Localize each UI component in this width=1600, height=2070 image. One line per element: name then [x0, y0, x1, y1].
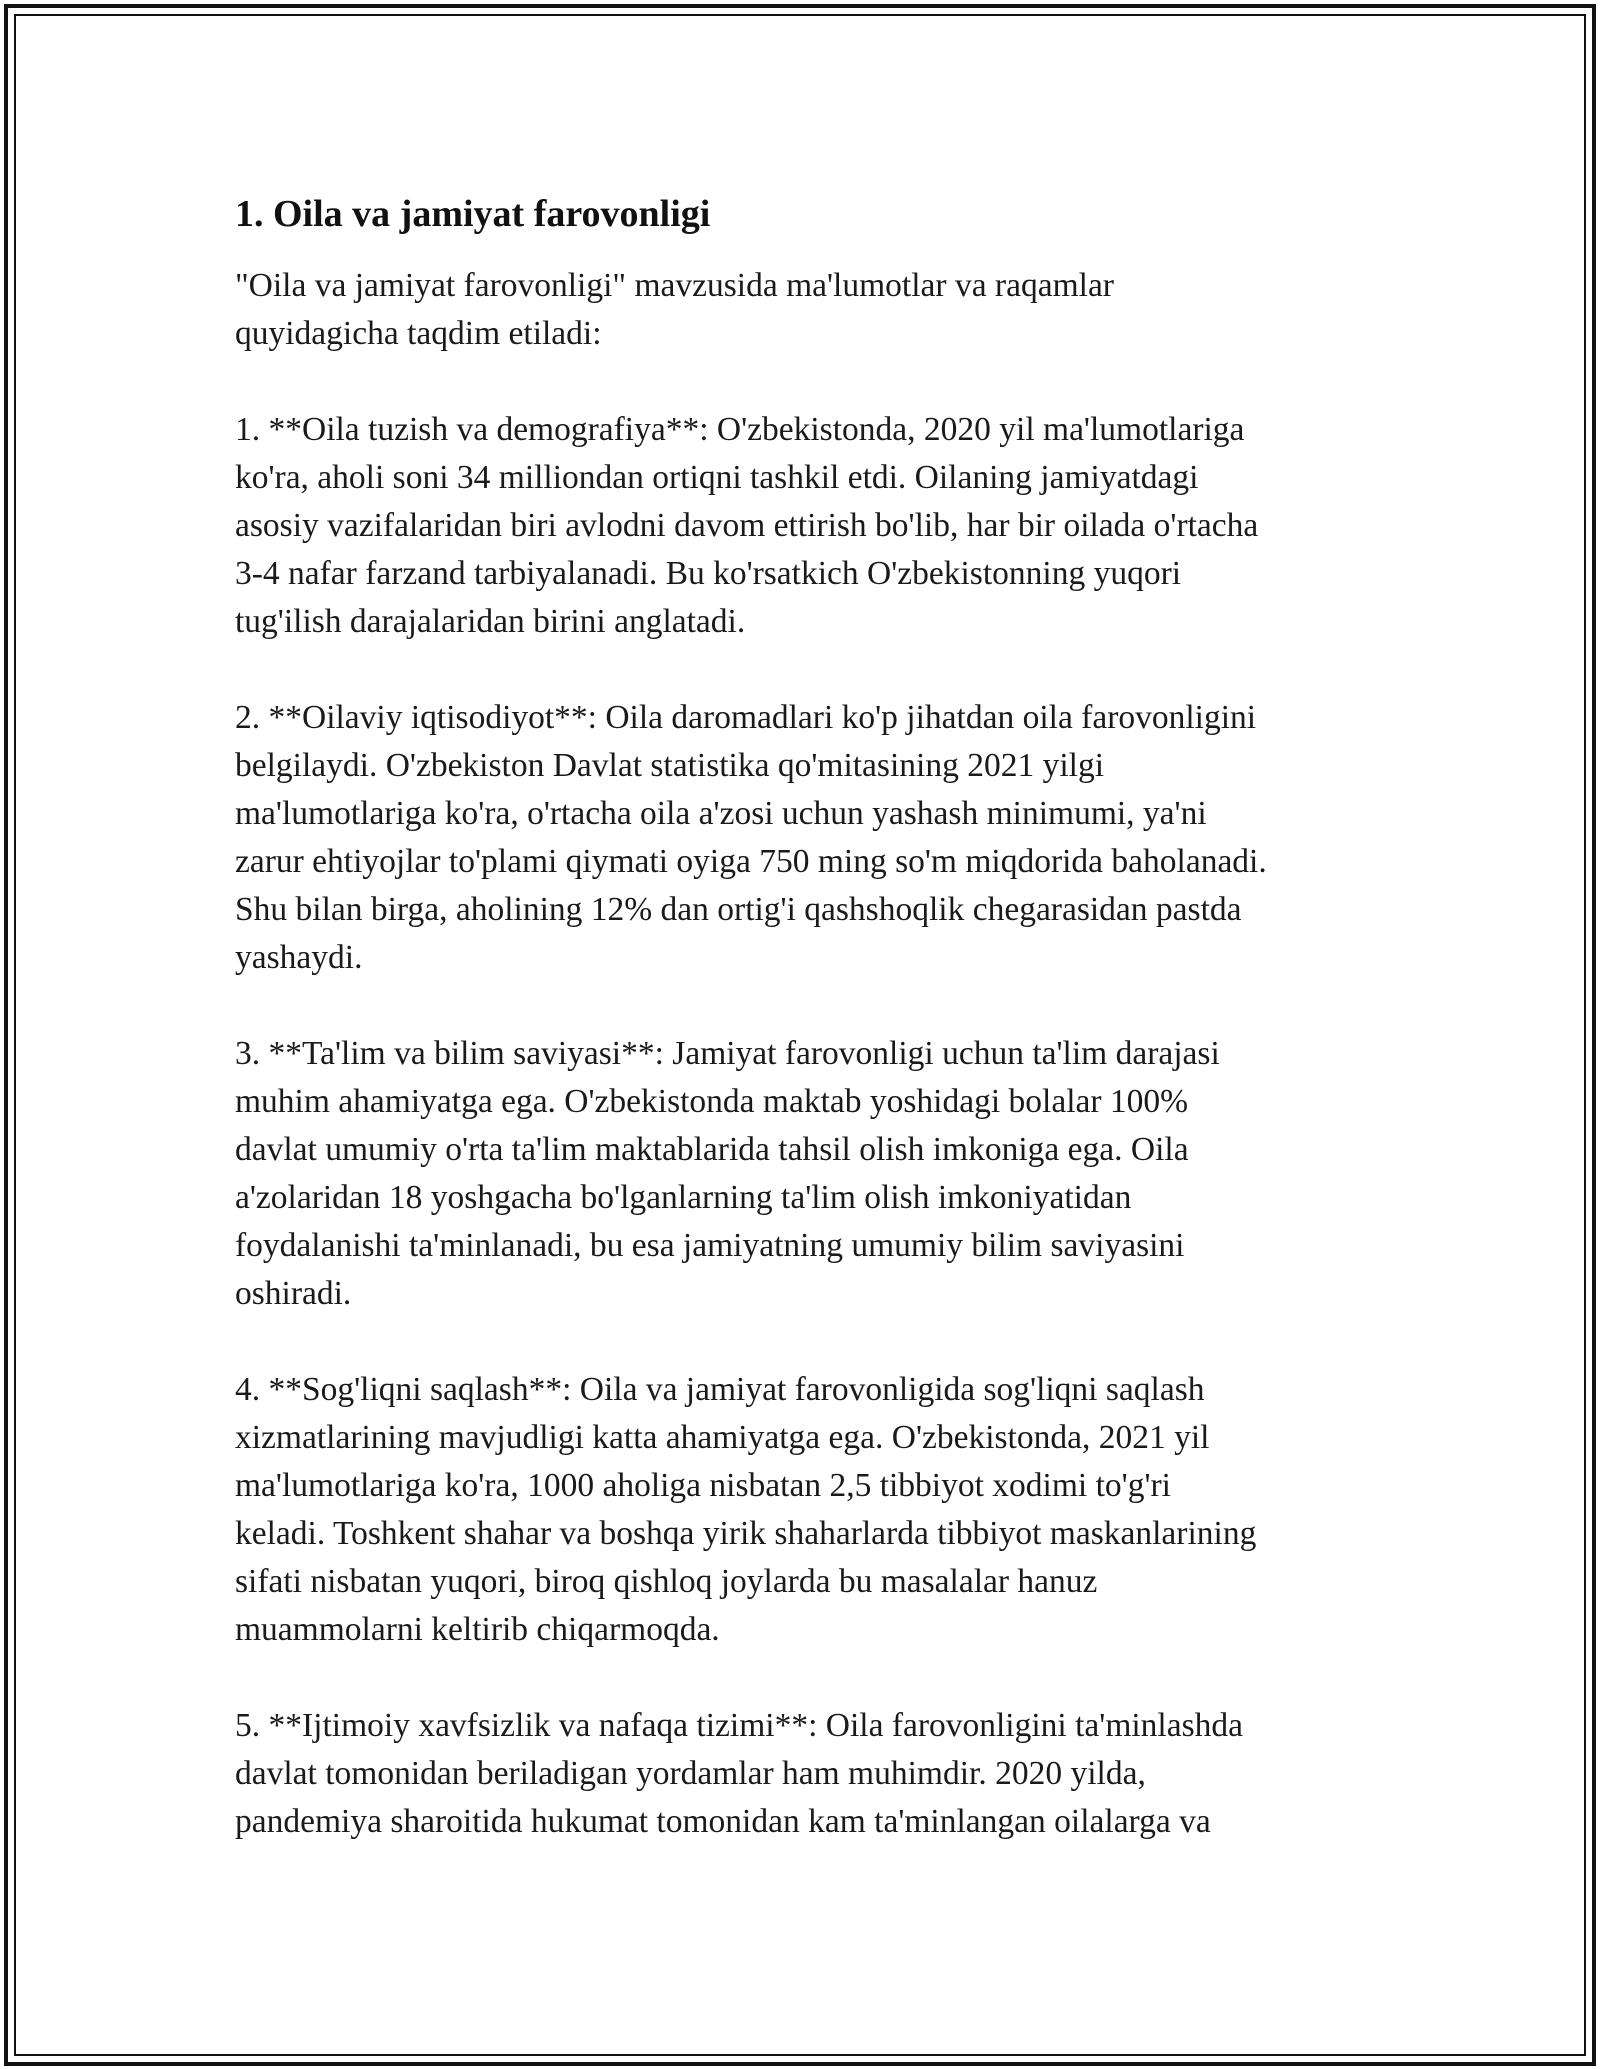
text-line: 3-4 nafar farzand tarbiyalanadi. Bu ko'rsatkich O'zbekistonning yuqori — [235, 555, 1182, 592]
text-line: 4. **Sog'liqni saqlash**: Oila va jamiyat farovonligida sog'liqni saqlash — [235, 1371, 1205, 1408]
text-line: quyidagicha taqdim etiladi: — [235, 315, 602, 352]
text-line: 2. **Oilaviy iqtisodiyot**: Oila daromadlari ko'p jihatdan oila farovonligini — [235, 699, 1257, 736]
text-line: yashaydi. — [235, 939, 363, 976]
text-line: ma'lumotlariga ko'ra, 1000 aholiga nisbatan 2,5 tibbiyot xodimi to'g'ri — [235, 1467, 1171, 1504]
text-line: pandemiya sharoitida hukumat tomonidan kam ta'minlangan oilalarga va — [235, 1803, 1211, 1840]
text-line: oshiradi. — [235, 1275, 352, 1312]
text-line: sifati nisbatan yuqori, biroq qishloq joylarda bu masalalar hanuz — [235, 1563, 1098, 1600]
paragraph-demography — [235, 406, 1365, 646]
text-line: foydalanishi ta'minlanadi, bu esa jamiyatning umumiy bilim saviyasini — [235, 1227, 1185, 1264]
document-body — [235, 188, 1365, 1894]
text-line: asosiy vazifalaridan biri avlodni davom ettirish bo'lib, har bir oilada o'rtacha — [235, 507, 1259, 544]
text-line: muammolarni keltirib chiqarmoqda. — [235, 1611, 720, 1648]
text-line: 5. **Ijtimoiy xavfsizlik va nafaqa tizimi**: Oila farovonligini ta'minlashda — [235, 1707, 1244, 1744]
text-line: belgilaydi. O'zbekiston Davlat statistika qo'mitasining 2021 yilgi — [235, 747, 1105, 784]
text-line: xizmatlarining mavjudligi katta ahamiyatga ega. O'zbekistonda, 2021 yil — [235, 1419, 1210, 1456]
text-line: 1. **Oila tuzish va demografiya**: O'zbekistonda, 2020 yil ma'lumotlariga — [235, 411, 1245, 448]
text-line: tug'ilish darajalaridan birini anglatadi. — [235, 603, 746, 640]
paragraph-economy — [235, 694, 1365, 982]
text-line: ma'lumotlariga ko'ra, o'rtacha oila a'zosi uchun yashash minimumi, ya'ni — [235, 795, 1207, 832]
text-line: keladi. Toshkent shahar va boshqa yirik shaharlarda tibbiyot maskanlarining — [235, 1515, 1257, 1552]
text-line: Shu bilan birga, aholining 12% dan ortig'i qashshoqlik chegarasidan pastda — [235, 891, 1242, 928]
paragraph-education — [235, 1030, 1365, 1318]
text-line: davlat umumiy o'rta ta'lim maktablarida tahsil olish imkoniga ega. Oila — [235, 1131, 1189, 1168]
text-line: ko'ra, aholi soni 34 milliondan ortiqni tashkil etdi. Oilaning jamiyatdagi — [235, 459, 1199, 496]
paragraph-social-security — [235, 1702, 1365, 1846]
text-line: 3. **Ta'lim va bilim saviyasi**: Jamiyat farovonligi uchun ta'lim darajasi — [235, 1035, 1220, 1072]
text-line: zarur ehtiyojlar to'plami qiymati oyiga 750 ming so'm miqdorida baholanadi. — [235, 843, 1267, 880]
intro-paragraph — [235, 262, 1365, 358]
text-line: "Oila va jamiyat farovonligi" mavzusida ma'lumotlar va raqamlar — [235, 267, 1114, 304]
paragraph-health — [235, 1366, 1365, 1654]
text-line: davlat tomonidan beriladigan yordamlar ham muhimdir. 2020 yilda, — [235, 1755, 1146, 1792]
text-line: muhim ahamiyatga ega. O'zbekistonda maktab yoshidagi bolalar 100% — [235, 1083, 1189, 1120]
text-line: a'zolaridan 18 yoshgacha bo'lganlarning ta'lim olish imkoniyatidan — [235, 1179, 1132, 1216]
section-heading: 1. Oila va jamiyat farovonligi — [235, 193, 711, 235]
